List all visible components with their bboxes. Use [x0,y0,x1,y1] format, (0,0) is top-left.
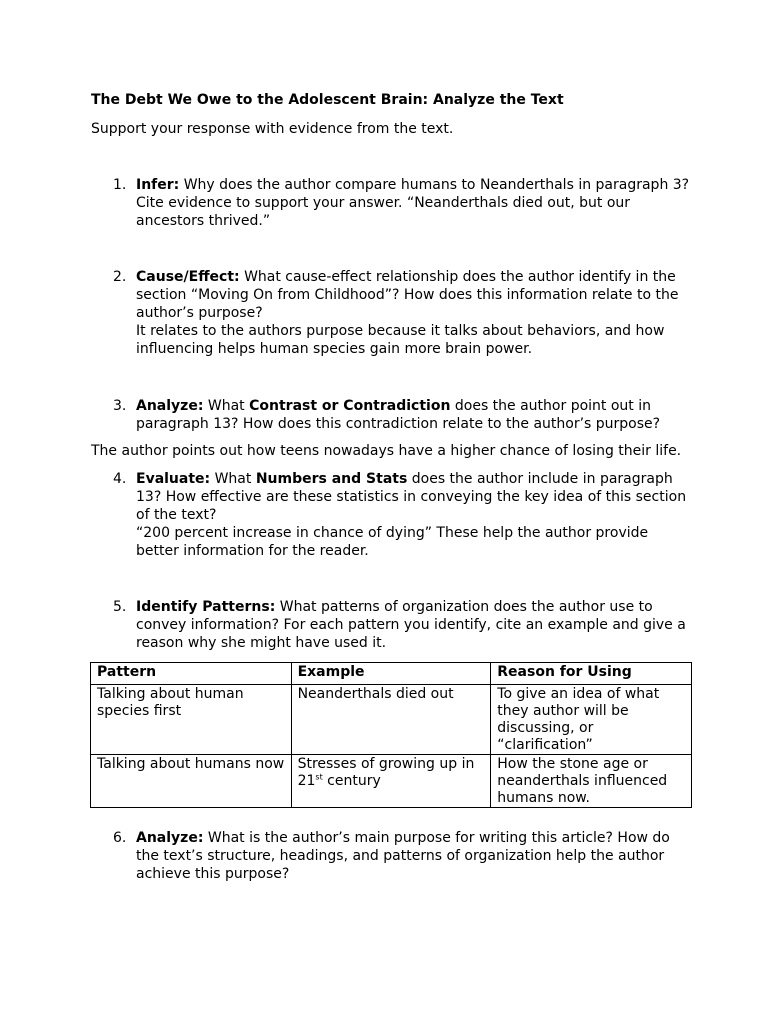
answer-text: It relates to the authors purpose because it talks about behaviors, and how influencing helps human species gain more brain power. [136,323,665,357]
question-text: does the author include in paragraph 13? How effective are these statistics in conveying the key idea of this section of the text? [136,471,687,523]
question-number: 1. [113,177,127,193]
question-text: does the author point out in paragraph 13? How does this contradiction relate to the author’s purpose? [136,398,661,432]
question-keyword: Numbers and Stats [255,471,408,487]
table-cell [291,755,491,808]
cell-text: century [322,773,381,789]
question-label: Infer: [136,177,180,193]
question-label: Evaluate: [136,471,211,487]
table-cell: To give an idea of what they author will be discussing, or “clarification” [491,685,692,755]
question-number: 2. [113,269,127,285]
question-label: Identify Patterns: [136,599,276,615]
column-header-reason: Reason for Using [491,663,692,685]
document-title: The Debt We Owe to the Adolescent Brain: Analyze the Text [91,92,564,108]
question-3 [91,397,691,433]
question-label: Analyze: [136,830,204,846]
question-1 [91,176,691,230]
question-number: 3. [113,398,127,414]
question-number: 6. [113,830,127,846]
column-header-example: Example [291,663,491,685]
table-header-row [91,663,692,685]
cell-text: Stresses of growing up in 21 [297,756,475,789]
question-text: What cause-effect relationship does the author identify in the section “Moving On from Childhood”? How does this information relate to the author’s purpose? [136,269,679,321]
question-text: What is the author’s main purpose for writing this article? How do the text’s structure, headings, and patterns of organization help the author achieve this purpose? [136,830,670,882]
question-5 [91,598,691,652]
patterns-table [90,662,692,808]
question-text: Why does the author compare humans to Neanderthals in paragraph 3? Cite evidence to support your answer. “Neanderthals died out, but our ancestors thrived.” [136,177,690,229]
question-text: What patterns of organization does the author use to convey information? For each pattern you identify, cite an example and give a reason why she might have used it. [136,599,686,651]
answer-text: The author points out how teens nowadays have a higher chance of losing their life. [91,443,682,459]
table-cell: Talking about human species first [91,685,292,755]
column-header-pattern: Pattern [91,663,292,685]
table-row [91,685,692,755]
question-number: 4. [113,471,127,487]
table-row [91,755,692,808]
question-text: What [210,471,256,487]
document-subtitle: Support your response with evidence from the text. [91,121,454,137]
question-number: 5. [113,599,127,615]
answer-text: “200 percent increase in chance of dying” These help the author provide better information for the reader. [136,525,649,559]
question-4 [91,470,691,560]
question-label: Analyze: [136,398,204,414]
table-cell: How the stone age or neanderthals influenced humans now. [491,755,692,808]
question-6 [91,829,691,883]
ordinal-suffix: st [315,772,323,782]
table-cell: Neanderthals died out [291,685,491,755]
question-2 [91,268,691,358]
table-cell: Talking about humans now [91,755,292,808]
question-text: What [203,398,250,414]
question-label: Cause/Effect: [136,269,240,285]
question-keyword: Contrast or Contradiction [249,398,451,414]
